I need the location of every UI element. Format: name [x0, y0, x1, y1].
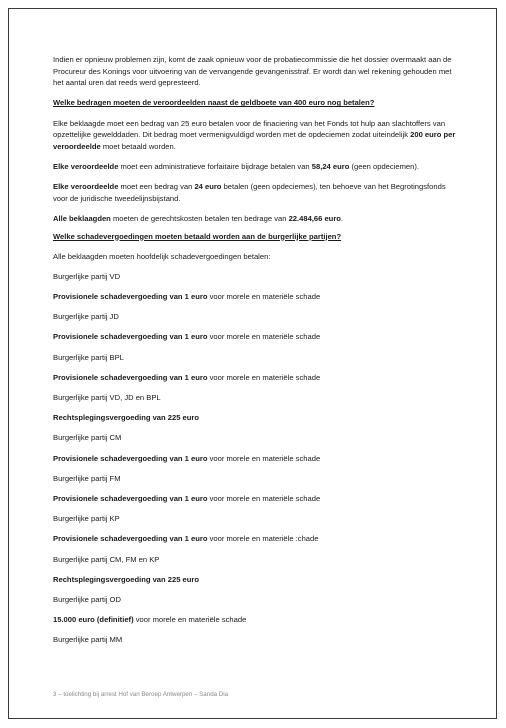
party-name: Burgerlijke partij OD [53, 594, 121, 604]
page-footer: 3 – toelichting bij arrest Hof van Beroep Antwerpen – Sanda Dia [53, 691, 229, 698]
heading-bedragen: Welke bedragen moeten de veroordeelden naast de geldboete van 400 euro nog betalen? [53, 98, 375, 108]
party-claim: Rechtsplegingsvergoeding van 225 euro [53, 413, 200, 423]
party-claim: Provisionele schadevergoeding van 1 euro voor morele en materiële :chade [53, 534, 319, 544]
document-page [8, 8, 497, 719]
intro-paragraph: Indien er opnieuw problemen zijn, komt de zaak opnieuw voor de probatiecommissie die het dossier overmaakt aan de Procureur des Konings voor uitvoering van de vervangende gevangenisstraf. Er wordt dan wel rekening gehouden met het aantal uren dat reeds werd gepresteerd. [53, 55, 452, 88]
paragraph-begrotingsfonds: Elke veroordeelde moet een bedrag van 24 euro betalen (geen opdeciemes), ten behoeve van het Begrotingsfonds voor de juridische tweedelijnsbijstand. [53, 182, 446, 203]
party-list [53, 271, 458, 626]
party-claim: 15.000 euro (definitief) voor morele en materiële schade [53, 615, 247, 625]
party-name: Burgerlijke partij JD [53, 312, 119, 322]
heading-schadevergoedingen: Welke schadevergoedingen moeten betaald worden aan de burgerlijke partijen? [53, 231, 342, 241]
paragraph-hoofdelijk: Alle beklaagden moeten hoofdelijk schadevergoedingen betalen: [53, 251, 271, 261]
party-name: Burgerlijke partij MM [53, 635, 123, 645]
party-name: Burgerlijke partij KP [53, 514, 120, 524]
party-claim: Provisionele schadevergoeding van 1 euro voor morele en materiële schade [53, 372, 321, 382]
party-name: Burgerlijke partij FM [53, 473, 121, 483]
party-claim: Provisionele schadevergoeding van 1 euro voor morele en materiële schade [53, 292, 321, 302]
party-name: Burgerlijke partij VD, JD en BPL [53, 393, 161, 402]
document-body [53, 54, 458, 654]
party-name: Burgerlijke partij VD [53, 271, 121, 281]
party-name: Burgerlijke partij CM, FM en KP [53, 554, 160, 564]
party-claim: Rechtsplegingsvergoeding van 225 euro [53, 574, 200, 584]
party-claim: Provisionele schadevergoeding van 1 euro voor morele en materiële schade [53, 493, 321, 503]
paragraph-forfait: Elke veroordeelde moet een administratieve forfaitaire bijdrage betalen van 58,24 euro (geen opdeciemen). [53, 161, 420, 171]
party-claim: Provisionele schadevergoeding van 1 euro voor morele en materiële schade [53, 453, 321, 463]
paragraph-fonds: Elke beklaagde moet een bedrag van 25 euro betalen voor de finaciering van het Fonds tot hulp aan slachtoffers van opzettelijke gewelddaden. Dit bedrag moet vermenigvuldigd worden met de opdeciemen zodat uiteindelijk 200 euro per veroordeelde moet betaald worden. [53, 118, 456, 151]
party-claim: Provisionele schadevergoeding van 1 euro voor morele en materiële schade [53, 332, 321, 342]
paragraph-gerechtskosten: Alle beklaagden moeten de gerechtskosten betalen ten bedrage van 22.484,66 euro. [53, 213, 344, 223]
party-name: Burgerlijke partij BPL [53, 352, 124, 362]
party-name: Burgerlijke partij CM [53, 433, 122, 443]
